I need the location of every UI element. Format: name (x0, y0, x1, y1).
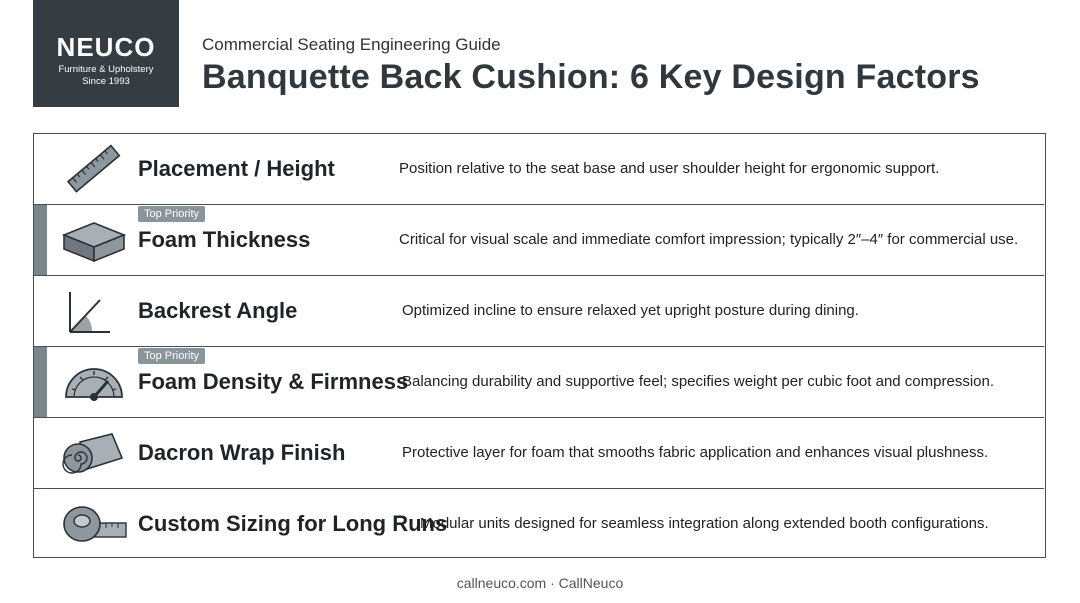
logo-since: Since 1993 (82, 76, 130, 87)
factor-label: Foam Thickness (138, 227, 311, 252)
factor-label: Placement / Height (138, 156, 335, 181)
factor-label: Foam Density & Firmness (138, 369, 409, 394)
logo-brand: NEUCO (56, 32, 156, 62)
factors-table (33, 133, 1046, 558)
priority-badge: Top Priority (138, 348, 205, 364)
priority-badge: Top Priority (138, 206, 205, 222)
factor-description: Modular units designed for seamless integration along extended booth configurations. (420, 515, 989, 532)
factor-label: Dacron Wrap Finish (138, 440, 346, 465)
factor-row-custom-sizing (34, 489, 1044, 560)
factor-row-foam-density (34, 347, 1044, 418)
logo-tagline: Furniture & Upholstery (58, 64, 154, 75)
factor-description: Critical for visual scale and immediate comfort impression; typically 2″–4″ for commercial use. (399, 231, 1019, 248)
ruler-icon (60, 144, 128, 194)
factor-row-foam-thickness (34, 205, 1044, 276)
tape-measure-icon (60, 499, 128, 549)
fabric-roll-icon (60, 428, 128, 478)
factor-description: Position relative to the seat base and user shoulder height for ergonomic support. (399, 160, 940, 177)
page-title: Banquette Back Cushion: 6 Key Design Factors (202, 58, 980, 96)
angle-icon (60, 286, 128, 336)
factor-description: Protective layer for foam that smooths fabric application and enhances visual plushness. (402, 444, 989, 461)
footer-contact: callneuco.com · CallNeuco (456, 575, 624, 591)
page-subtitle: Commercial Seating Engineering Guide (202, 35, 501, 54)
factor-label: Custom Sizing for Long Runs (138, 511, 448, 536)
gauge-icon (60, 357, 128, 407)
factor-row-dacron-wrap (34, 418, 1044, 489)
foam-block-icon (60, 215, 128, 265)
factor-description: Balancing durability and supportive feel; specifies weight per cubic foot and compression. (402, 373, 995, 390)
logo (33, 0, 179, 107)
factor-description: Optimized incline to ensure relaxed yet upright posture during dining. (402, 302, 859, 319)
factor-row-backrest-angle (34, 276, 1044, 347)
factor-row-placement (34, 134, 1044, 205)
factor-label: Backrest Angle (138, 298, 298, 323)
